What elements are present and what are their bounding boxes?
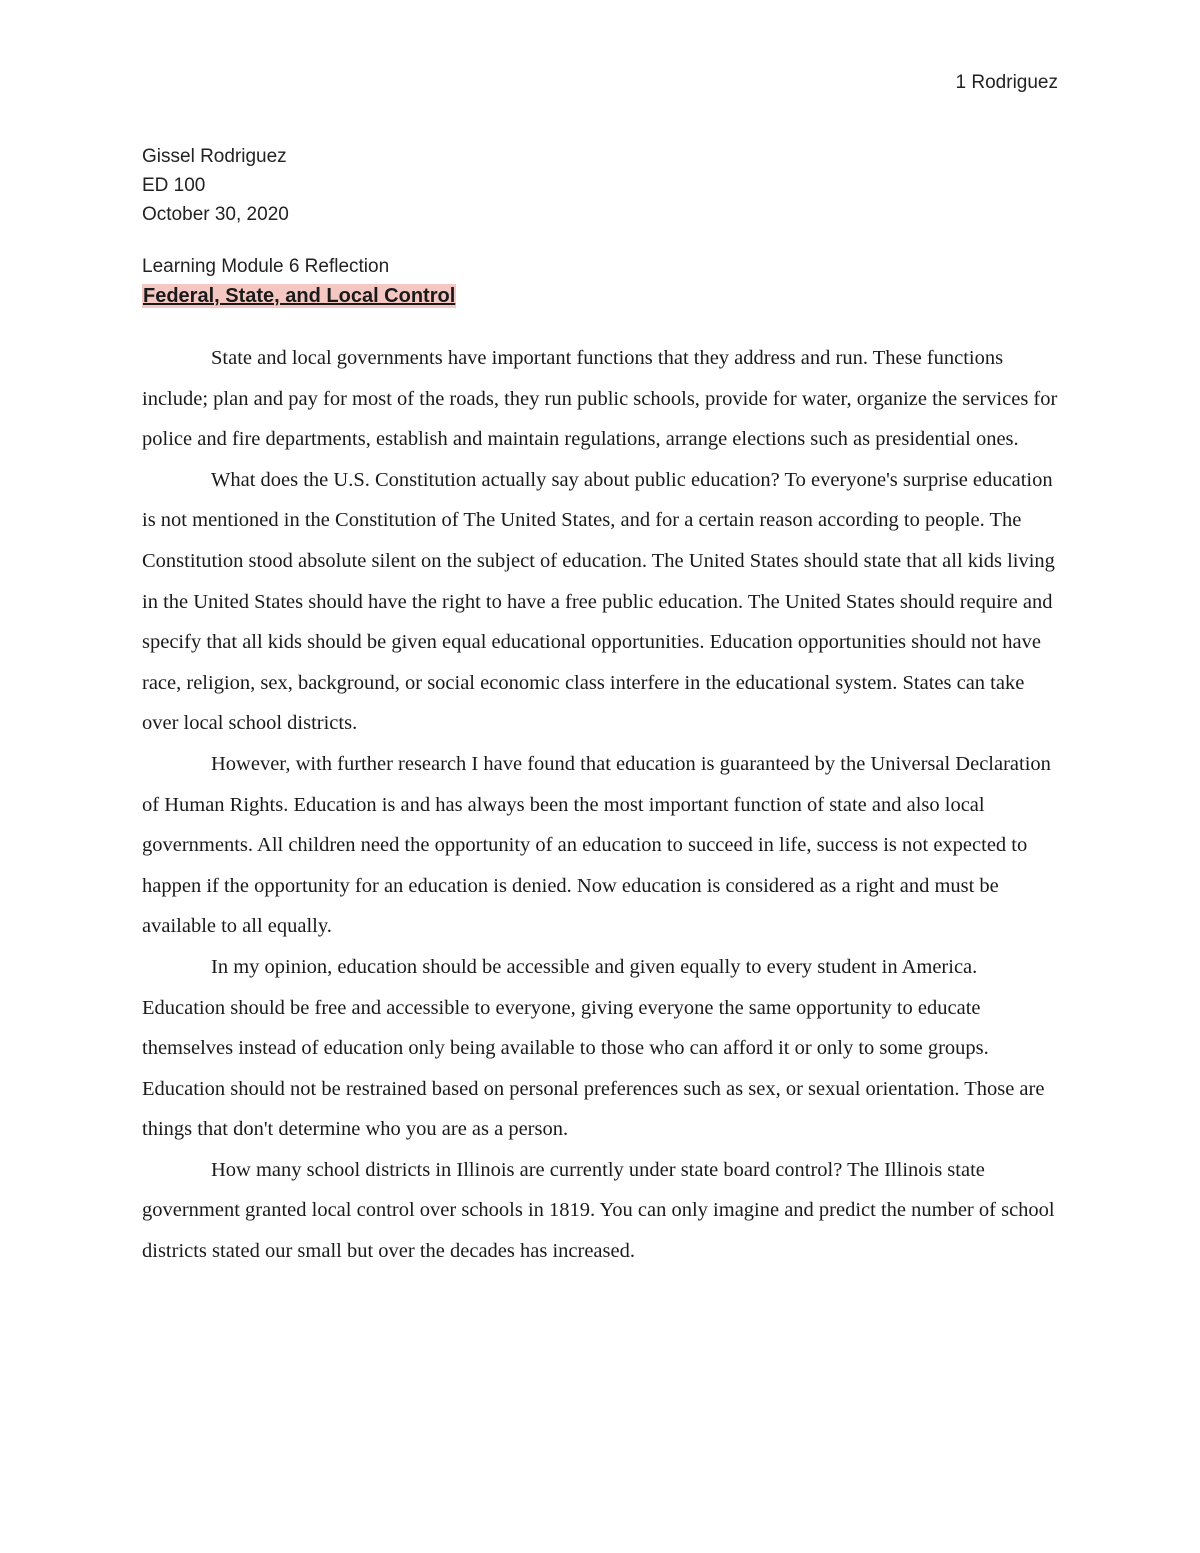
page-header-label: 1 Rodriguez: [955, 72, 1058, 93]
body-paragraph: State and local governments have important functions that they address and run. These functions include; plan and pay for most of the roads, they run public schools, provide for water, organize the services for police and fire departments, establish and maintain regulations, arrange elections such as presidential ones.: [142, 347, 1063, 451]
author-name: Gissel Rodriguez: [142, 146, 287, 167]
body-paragraph: In my opinion, education should be accessible and given equally to every student in America. Education should be free and accessible to everyone, giving everyone the same opportunity to educate themselves instead of education only being available to those who can afford it or only to some groups. Education should not be restrained based on personal preferences such as sex, or sexual orientation. Those are things that don't determine who you are as a person.: [142, 955, 1050, 1141]
document-title: Federal, State, and Local Control: [143, 285, 456, 307]
document-date: October 30, 2020: [142, 204, 289, 225]
body-paragraph: How many school districts in Illinois are currently under state board control? The Illinois state government granted local control over schools in 1819. You can only imagine and predict the number of school districts stated our small but over the decades has increased.: [142, 1158, 1060, 1263]
course-code: ED 100: [142, 175, 206, 196]
author-block: [142, 142, 289, 229]
document-body: [142, 338, 1063, 1272]
body-paragraph: However, with further research I have found that education is guaranteed by the Universal Declaration of Human Rights. Education is and has always been the most important function of state and also local governments. All children need the opportunity of an education to succeed in life, success is not expected to happen if the opportunity for an education is denied. Now education is considered as a right and must be available to all equally.: [142, 752, 1057, 938]
module-line: Learning Module 6 Reflection: [142, 256, 390, 277]
body-paragraph: What does the U.S. Constitution actually say about public education? To everyone's surprise education is not mentioned in the Constitution of The United States, and for a certain reason according to people. The Constitution stood absolute silent on the subject of education. The United States should state that all kids living in the United States should have the right to have a free public education. The United States should require and specify that all kids should be given equal educational opportunities. Education opportunities should not have race, religion, sex, background, or social economic class interfere in the educational system. States can take over local school districts.: [142, 468, 1061, 735]
